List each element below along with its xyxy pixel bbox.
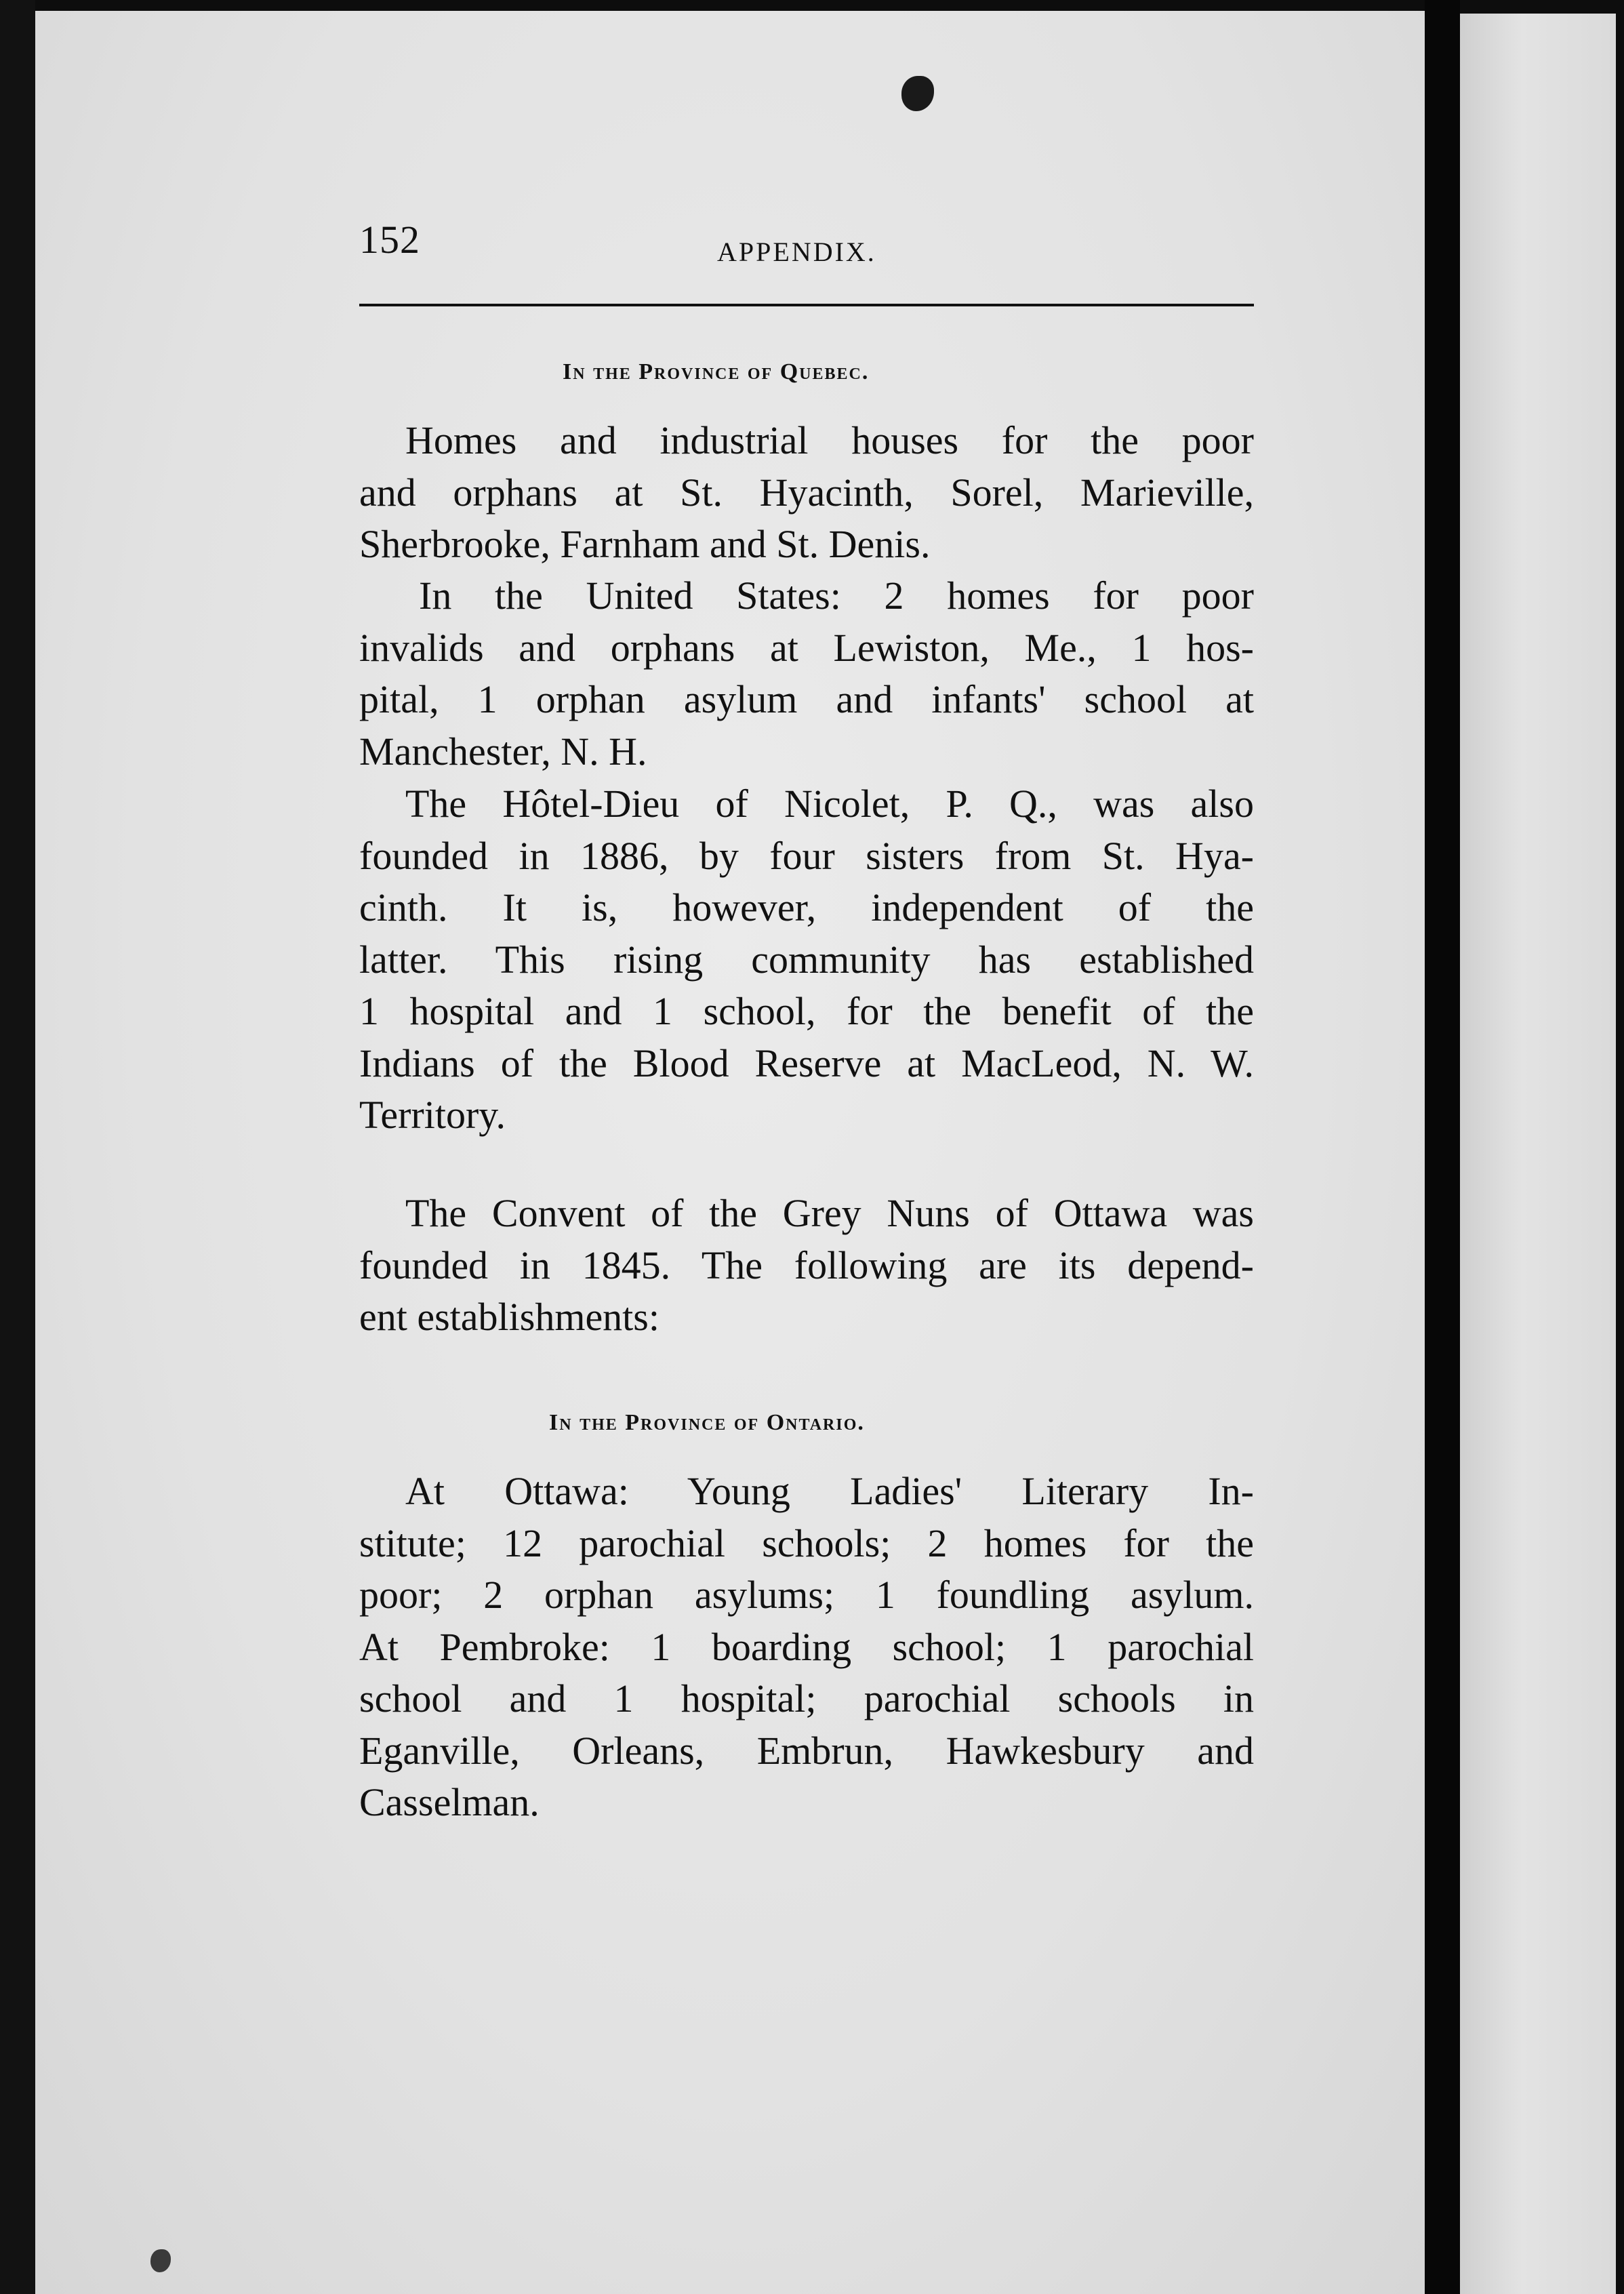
text-line: cinth. It is, however, independent of the <box>359 885 1254 929</box>
text-line: school and 1 hospital; parochial schools in <box>359 1676 1254 1720</box>
text-line: Manchester, N. H. <box>359 729 647 773</box>
text-line: Indians of the Blood Reserve at MacLeod, N. W. <box>359 1041 1254 1085</box>
text-line: Eganville, Orleans, Embrun, Hawkesbury and <box>359 1728 1254 1773</box>
text-line: Sherbrooke, Farnham and St. Denis. <box>359 522 931 566</box>
text-line: ent establishments: <box>359 1295 659 1339</box>
left-scan-border <box>0 0 35 2294</box>
text-line: Territory. <box>359 1093 506 1137</box>
paragraph-grey-nuns-ottawa <box>359 1188 1254 1344</box>
book-page <box>35 11 1425 2294</box>
text-line: Homes and industrial houses for the poor <box>405 418 1254 462</box>
adjacent-page-edge <box>1460 14 1616 2294</box>
text-line: The Convent of the Grey Nuns of Ottawa was <box>405 1191 1254 1235</box>
page-gutter <box>1425 0 1460 2294</box>
text-line: Casselman. <box>359 1780 540 1824</box>
page-number: 152 <box>359 218 420 262</box>
text-line: and orphans at St. Hyacinth, Sorel, Marieville, <box>359 470 1254 515</box>
paragraph-ottawa-pembroke <box>359 1466 1254 1829</box>
text-line: latter. This rising community has established <box>359 937 1254 982</box>
page-header <box>359 217 1254 271</box>
text-line: founded in 1886, by four sisters from St. Hya- <box>359 833 1254 878</box>
text-line: At Pembroke: 1 boarding school; 1 parochial <box>359 1624 1254 1669</box>
text-line: invalids and orphans at Lewiston, Me., 1 hos- <box>359 625 1254 670</box>
text-line: stitute; 12 parochial schools; 2 homes for the <box>359 1521 1254 1565</box>
section-heading-quebec: In the Province of Quebec. <box>563 359 870 384</box>
section-heading-ontario: In the Province of Ontario. <box>549 1410 865 1435</box>
running-head: APPENDIX. <box>717 237 876 267</box>
text-line: pital, 1 orphan asylum and infants' school at <box>359 677 1254 721</box>
text-line: In the United States: 2 homes for poor <box>419 574 1254 618</box>
paragraph-united-states <box>359 570 1254 778</box>
text-line: poor; 2 orphan asylums; 1 foundling asylum. <box>359 1573 1254 1617</box>
page-content <box>359 217 1254 1824</box>
text-line: The Hôtel-Dieu of Nicolet, P. Q., was also <box>405 782 1254 826</box>
paragraph-quebec-homes <box>359 415 1254 571</box>
text-line: 1 hospital and 1 school, for the benefit of the <box>359 989 1254 1033</box>
text-line: founded in 1845. The following are its depend- <box>359 1243 1254 1287</box>
header-rule <box>359 304 1254 306</box>
text-line: At Ottawa: Young Ladies' Literary In- <box>405 1469 1254 1513</box>
paragraph-hotel-dieu-nicolet <box>359 778 1254 1142</box>
